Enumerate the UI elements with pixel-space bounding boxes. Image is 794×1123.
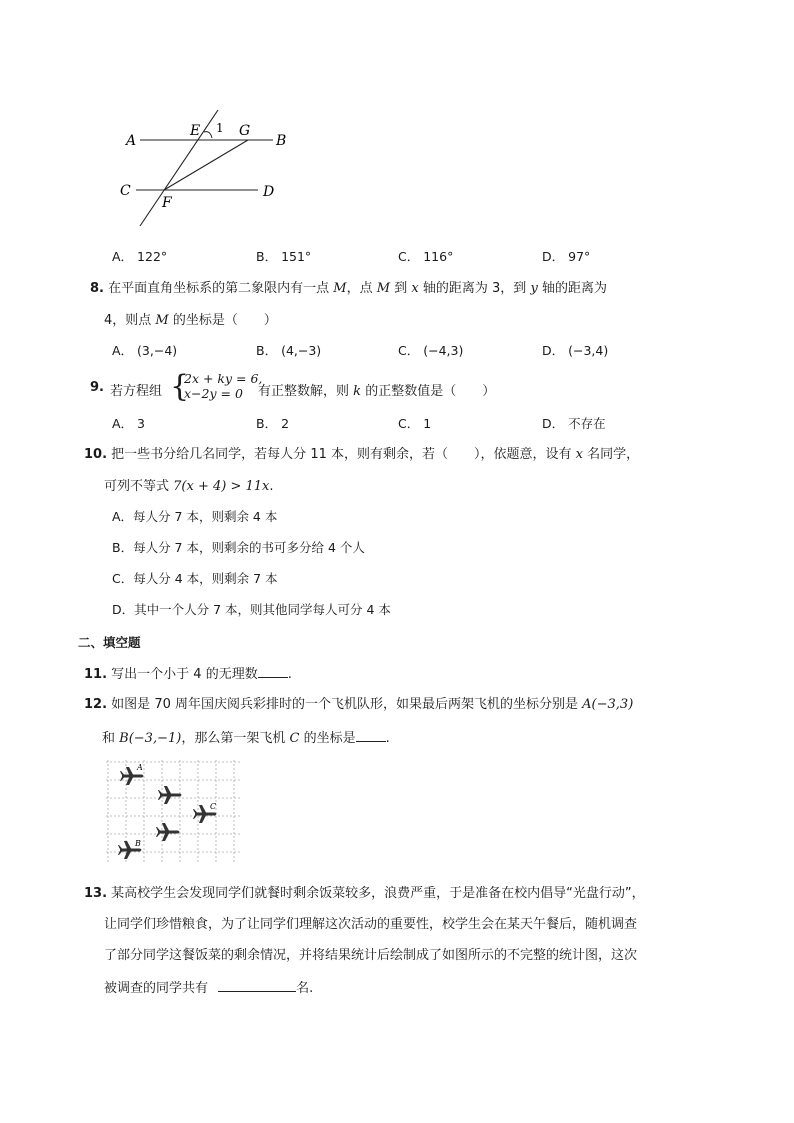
- q9-option-b: B． 2: [256, 416, 290, 431]
- answer-blank[interactable]: [218, 978, 296, 992]
- question-13: 13. 某高校学生会发现同学们就餐时剩余饭菜较多，浪费严重，于是准备在校内倡导“光盘行动”， 让同学们珍惜粮食，为了让同学们理解这次活动的重要性，校学生会在某天午餐后，随机调查 了部分同学这餐饭菜的剩余情况，并将结果统计后绘制成了如图所示的不完整的统计图，这次 被调查的同学共有 名.: [84, 886, 645, 996]
- label-D: D: [263, 184, 275, 200]
- label-G: G: [239, 123, 251, 139]
- label-C: C: [120, 183, 131, 199]
- angle-1-arc: [204, 132, 212, 138]
- airplane-formation-figure: [104, 758, 246, 866]
- question-8: 8. 在平面直角坐标系的第二象限内有一点 M，点 M 到 x 轴的距离为 3，到 y 轴的距离为 4，则点 M 的坐标是（ ）: [90, 281, 607, 328]
- equation-1: 2x + ky = 6,: [184, 371, 263, 386]
- q8-option-b: B． (4,−3): [256, 343, 322, 358]
- q9-option-d: D． 不存在: [542, 416, 606, 431]
- plane-label-a: A: [137, 763, 143, 772]
- q8-option-a: A． (3,−4): [112, 343, 178, 358]
- label-A: A: [126, 133, 137, 149]
- q9-option-c: C． 1: [398, 416, 432, 431]
- answer-blank[interactable]: [356, 728, 386, 742]
- plane-icon: [158, 786, 182, 804]
- question-number: 10.: [84, 447, 108, 462]
- answer-blank[interactable]: [258, 664, 288, 678]
- q8-option-c: C． (−4,3): [398, 343, 464, 358]
- q9-option-a: A． 3: [112, 416, 145, 431]
- question-number: 13.: [84, 886, 108, 901]
- q10-option-b: B．每人分 7 本，则剩余的书可多分给 4 个人: [112, 540, 365, 555]
- q7-option-d: D． 97°: [542, 249, 591, 264]
- q10-option-c: C．每人分 4 本，则剩余 7 本: [112, 571, 278, 586]
- inequality: 7(x + 4) > 11x: [173, 479, 270, 494]
- q8-option-d: D． (−3,4): [542, 343, 609, 358]
- question-number: 11.: [84, 667, 108, 682]
- parallel-lines-figure: [118, 108, 298, 230]
- section-title: 二、填空题: [78, 635, 141, 650]
- q10-option-d: D．其中一个人分 7 本，则其他同学每人可分 4 本: [112, 602, 391, 617]
- label-E: E: [190, 123, 201, 139]
- question-12: 12. 如图是 70 周年国庆阅兵彩排时的一个飞机队形，如果最后两架飞机的坐标分别是 A(−3,3) 和 B(−3,−1)，那么第一架飞机 C 的坐标是 .: [84, 697, 634, 746]
- question-number: 12.: [84, 697, 108, 712]
- equation-brace: {: [170, 369, 190, 404]
- q7-option-a: A． 122°: [112, 249, 168, 264]
- transversal-ef: [140, 110, 218, 226]
- label-B: B: [276, 133, 287, 149]
- q7-option-b: B． 151°: [256, 249, 312, 264]
- q7-option-c: C． 116°: [398, 249, 454, 264]
- q10-option-a: A．每人分 7 本，则剩余 4 本: [112, 509, 278, 524]
- equation-2: x−2y = 0: [184, 386, 243, 401]
- question-number: 8.: [90, 281, 104, 296]
- question-9: 9. 若方程组 { 2x + ky = 6, x−2y = 0 有正整数解，则 k 的正整数值是（ ）: [90, 369, 496, 404]
- label-F: F: [162, 195, 172, 211]
- label-1: 1: [216, 121, 224, 135]
- segment-fg: [164, 140, 248, 190]
- plane-label-c: C: [210, 802, 217, 811]
- question-10: 10. 把一些书分给几名同学，若每人分 11 本，则有剩余，若（ ），依题意，设有 x 名同学， 可列不等式 7(x + 4) > 11x.: [84, 447, 640, 494]
- plane-icon: [156, 823, 180, 841]
- plane-label-b: B: [135, 839, 141, 848]
